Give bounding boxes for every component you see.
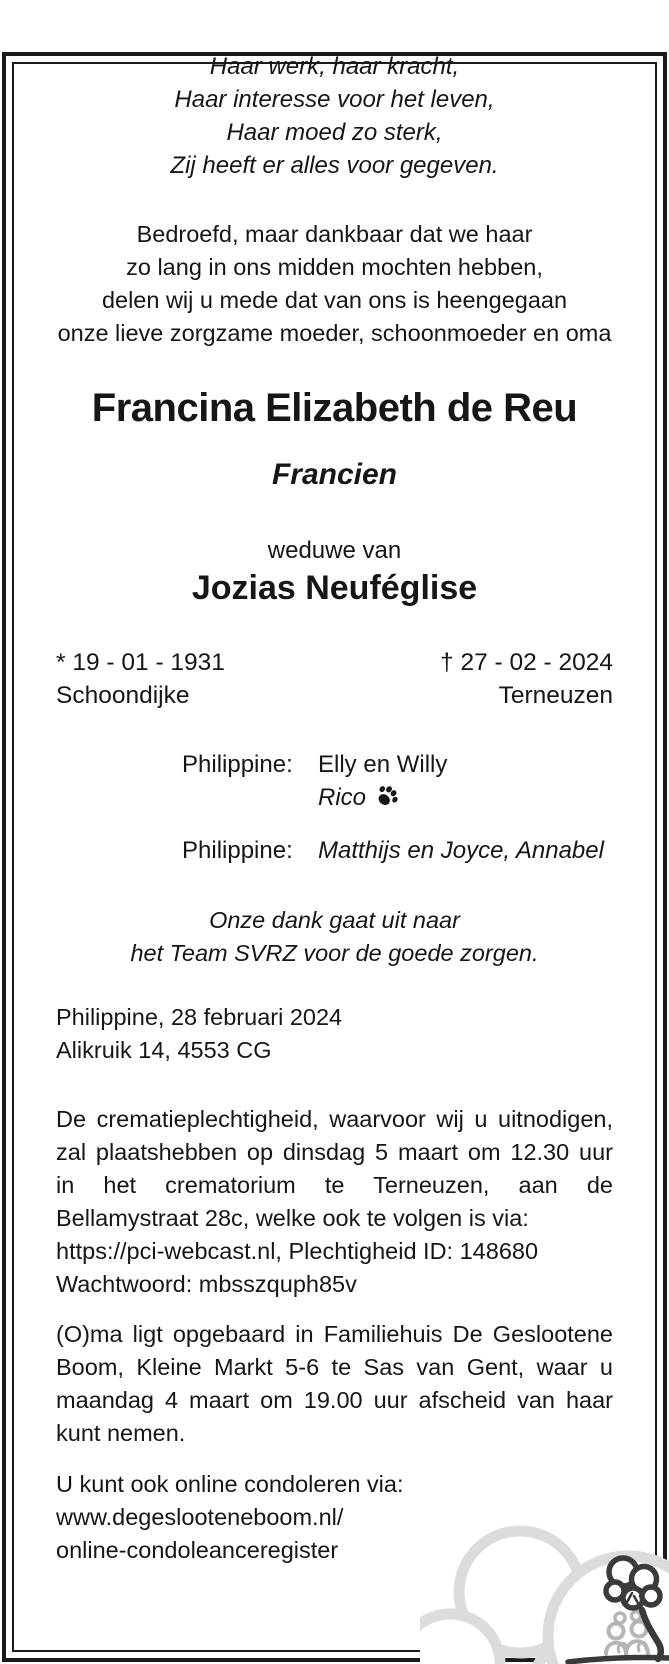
death-info	[440, 646, 613, 712]
deceased-nickname: Francien	[271, 458, 398, 491]
announcement-line: delen wij u mede dat van ons is heengegaan	[101, 287, 568, 313]
birth-info	[56, 646, 225, 712]
birth-date: 19 - 01 - 1931	[72, 649, 225, 676]
deceased-name: Francina Elizabeth de Reu	[91, 386, 578, 430]
funeral-home-logo	[420, 1430, 669, 1664]
viewing-line: maandag 4 maart om 19.00 uur afscheid van haar	[56, 1387, 613, 1413]
viewing-line: Boom, Kleine Markt 5-6 te Sas van Gent, waar u	[56, 1354, 613, 1380]
death-announcement	[56, 218, 613, 350]
viewing-line: kunt nemen.	[56, 1420, 186, 1446]
death-date: 27 - 02 - 2024	[460, 649, 613, 676]
ceremony-line: Bellamystraat 28c, welke ook te volgen is via:	[56, 1205, 529, 1231]
birth-date-line	[56, 646, 225, 679]
poem-line: Haar werk, haar kracht,	[209, 53, 460, 80]
family-names: Matthijs en Joyce, Annabel	[318, 837, 604, 864]
ceremony-line: in het crematorium te Terneuzen, aan de	[56, 1172, 613, 1198]
condolence-url-line: www.degeslooteneboom.nl/	[56, 1504, 344, 1530]
announcement-line: zo lang in ons midden mochten hebben,	[126, 254, 543, 280]
death-symbol: †	[439, 649, 454, 676]
family-names-block	[318, 748, 447, 814]
dateline-line: Alikruik 14, 4553 CG	[56, 1037, 272, 1063]
condolence-line: U kunt ook online condoleren via:	[56, 1471, 404, 1497]
birth-symbol: *	[56, 649, 66, 676]
relation-label: weduwe van	[267, 537, 402, 564]
family-names: Elly en Willy	[318, 751, 448, 778]
thanks-note	[56, 904, 613, 970]
family-residence-label: Philippine:	[182, 837, 293, 864]
birth-place: Schoondijke	[56, 682, 190, 709]
thanks-line: het Team SVRZ voor de goede zorgen.	[130, 940, 539, 966]
birth-death-dates	[56, 646, 613, 712]
viewing-line: (O)ma ligt opgebaard in Familiehuis De Geslootene	[56, 1321, 613, 1347]
poem-line: Haar moed zo sterk,	[226, 119, 443, 146]
paw-print-icon	[370, 779, 404, 813]
spouse-name: Jozias Neuféglise	[191, 569, 478, 607]
thanks-line: Onze dank gaat uit naar	[209, 907, 460, 933]
webcast-password-line: Wachtwoord: mbsszquph85v	[56, 1271, 357, 1297]
death-place: Terneuzen	[498, 682, 613, 709]
announcement-line: onze lieve zorgzame moeder, schoonmoeder en oma	[57, 320, 612, 346]
family-residence-label: Philippine:	[182, 751, 293, 778]
family-list	[56, 748, 613, 867]
ceremony-paragraph	[56, 1103, 613, 1301]
poem-line: Haar interesse voor het leven,	[174, 86, 495, 113]
webcast-url-line: https://pci-webcast.nl, Plechtigheid ID: 148680	[56, 1238, 539, 1264]
place-date-address	[56, 1001, 613, 1067]
pet-name: Rico	[318, 784, 367, 811]
announcement-line: Bedroefd, maar dankbaar dat we haar	[136, 221, 533, 247]
family-pet-line	[318, 781, 447, 814]
condolence-url-line: online-condoleanceregister	[56, 1537, 339, 1563]
obituary-content	[0, 50, 669, 1567]
death-date-line	[440, 646, 613, 679]
family-row	[182, 748, 613, 814]
obituary-card	[0, 50, 669, 1664]
opening-poem	[56, 50, 613, 182]
ceremony-line: De crematieplechtigheid, waarvoor wij u uitnodigen,	[56, 1106, 613, 1132]
dateline-line: Philippine, 28 februari 2024	[56, 1004, 343, 1030]
family-row	[182, 834, 613, 867]
poem-line: Zij heeft er alles voor gegeven.	[170, 152, 499, 179]
ceremony-line: zal plaatshebben op dinsdag 5 maart om 12.30 uur	[56, 1139, 613, 1165]
